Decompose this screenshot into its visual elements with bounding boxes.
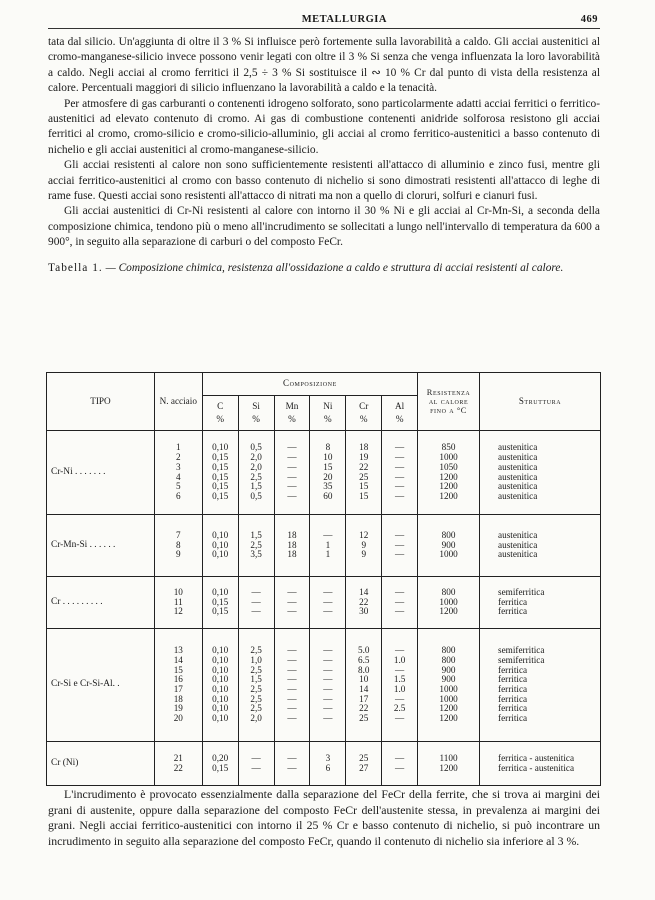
cell-value: 800	[441, 654, 456, 665]
cell-value: 0,5	[250, 442, 262, 453]
cell-value: 0,10	[212, 703, 229, 714]
header-struttura: Struttura	[480, 373, 601, 431]
cell-value: 6.5	[358, 654, 370, 665]
cell-value: —	[287, 752, 297, 763]
cell-value: 0,5	[250, 490, 262, 501]
cell-value: 15	[359, 490, 369, 501]
table-group-row	[47, 515, 601, 577]
cell-value: 8	[176, 539, 181, 550]
composition-table	[46, 372, 601, 786]
cell-value: 0,10	[212, 549, 229, 560]
cell-value: 12	[359, 529, 369, 540]
group-col-res	[418, 515, 480, 577]
group-col-al	[382, 577, 418, 629]
cell-value: ferritica - austenitica	[498, 762, 575, 773]
cell-value: ferritica	[498, 664, 528, 675]
cell-value: 1	[325, 539, 331, 550]
cell-value: 2,5	[250, 539, 262, 550]
cell-value: 0,10	[212, 684, 229, 694]
running-header	[48, 14, 600, 29]
cell-value: 0,15	[212, 471, 229, 482]
table-caption-text: — Composizione chimica, resistenza all'ossidazione a caldo e struttura di acciai resistenti al calore.	[105, 261, 564, 274]
cell-value: 14	[173, 654, 183, 665]
group-col-si	[238, 431, 274, 515]
cell-value: austenitica	[498, 549, 538, 560]
group-col-mn	[274, 515, 310, 577]
cell-value: 800	[441, 586, 456, 597]
header-n-acciaio: N. acciaio	[154, 373, 202, 431]
cell-value: 1000	[439, 693, 458, 704]
group-col-si	[238, 629, 274, 742]
paragraph-5: L'incrudimento è provocato essenzialmente dalla separazione del FeCr della ferrite, che si trova ai margini dei grani di austenite, oppure dalla separazione del composto FeCr dell'austenite stessa, in prevalenza ai margini dei grani. Negli acciai ferritico-austenitici con intorno il 25 % Cr e basso contenuto di nichelio, si può incontrare un incrudimento in seguito alla separazione del composto FeCr, quando il contenuto di nichelio sia inferiore al 3 %.	[48, 787, 600, 848]
cell-value: 1	[325, 549, 331, 560]
cell-value: —	[251, 762, 261, 773]
group-col-c	[202, 629, 238, 742]
bottom-section	[48, 787, 600, 849]
cell-value: 1200	[439, 762, 458, 773]
cell-value: —	[251, 586, 261, 597]
cell-value: —	[395, 442, 405, 453]
group-col-res	[418, 629, 480, 742]
cell-value: —	[323, 586, 333, 597]
cell-value: 0,10	[212, 645, 229, 656]
cell-value: 0,10	[212, 674, 229, 685]
cell-value: —	[395, 762, 405, 773]
group-col-ni	[310, 577, 346, 629]
cell-value: 14	[359, 586, 369, 597]
cell-value: —	[251, 606, 261, 617]
cell-value: 35	[323, 481, 333, 492]
cell-value: 0,20	[212, 752, 229, 763]
cell-value: 7	[176, 529, 181, 540]
cell-value: —	[395, 645, 405, 656]
cell-value: 22	[359, 596, 369, 607]
cell-value: 2,0	[250, 713, 262, 724]
cell-value: austenitica	[498, 529, 538, 540]
cell-value: 0,15	[212, 596, 229, 607]
table-group-row	[47, 577, 601, 629]
cell-value: 2,5	[250, 471, 262, 482]
page	[48, 14, 600, 276]
group-col-ni	[310, 742, 346, 786]
cell-value: semiferritica	[498, 645, 545, 656]
table-caption	[48, 261, 600, 276]
cell-value: 0,10	[212, 654, 229, 665]
cell-value: 15	[359, 481, 369, 492]
table-group-row	[47, 629, 601, 742]
cell-value: 17	[359, 693, 369, 704]
cell-value: 1,5	[250, 529, 262, 540]
cell-value: —	[287, 684, 297, 694]
cell-value: —	[287, 654, 297, 665]
group-col-c	[202, 431, 238, 515]
cell-value: —	[287, 452, 297, 463]
cell-value: 1.5	[393, 674, 406, 685]
cell-value: 0,10	[212, 693, 229, 704]
cell-value: —	[323, 703, 333, 714]
paragraph-1: tata dal silicio. Un'aggiunta di oltre il 3 % Si influisce però fortemente sulla lavorabilità a caldo. Gli acciai austenitici al cromo-manganese-silicio invece possono venir legati con oltre il 3 % Si senza che venga influenzata la loro lavorabilità a caldo. Negli acciai al cromo ferritici il 2,5 ÷ 3 % Si sostituisce il ∾ 10 % Cr dal punto di vista della resistenza al calore. Percentuali maggiori di silicio influenzano la lavorabilità a caldo e la tenacità.	[48, 36, 600, 95]
cell-value: 1200	[439, 606, 458, 617]
group-col-cr	[346, 431, 382, 515]
header-resistenza: Resistenza al calore fino a °C	[418, 373, 480, 431]
cell-value: 5.0	[358, 645, 370, 656]
cell-value: 60	[323, 490, 333, 501]
cell-value: 0,10	[212, 539, 229, 550]
cell-value: —	[287, 762, 297, 773]
group-col-ni	[310, 515, 346, 577]
cell-value: austenitica	[498, 490, 538, 501]
cell-value: ferritica	[498, 606, 528, 617]
cell-value: 900	[441, 664, 456, 675]
cell-value: ferritica - austenitica	[498, 752, 575, 763]
cell-value: 22	[173, 762, 183, 773]
cell-value: 0,15	[212, 481, 229, 492]
cell-value: 14	[359, 684, 369, 694]
cell-value: 6	[176, 490, 181, 501]
table-caption-label: Tabella 1.	[48, 261, 103, 274]
cell-value: 9	[176, 549, 181, 560]
cell-value: —	[395, 693, 405, 704]
cell-value: 0,10	[212, 586, 229, 597]
group-col-al	[382, 431, 418, 515]
cell-value: —	[287, 481, 297, 492]
paragraph-2: Per atmosfere di gas carburanti o contenenti idrogeno solforato, sono particolarmente adatti acciai ferritici o ferritico-austenitici ad elevato contenuto di cromo. Ai gas di combustione contenenti anidride solforosa resistono gli acciai ferritici al cromo, cromo-silicio e cromo-silicio-alluminio, gli acciai al cromo ferritico-austenitici a basso contenuto di nichelio e gli acciai austenitici al cromo-manganese-silicio.	[48, 97, 600, 156]
cell-value: 2,0	[250, 452, 262, 463]
cell-value: —	[287, 596, 297, 607]
cell-value: —	[395, 549, 405, 560]
group-name: Cr (Ni)	[47, 742, 155, 786]
cell-value: —	[323, 664, 333, 675]
cell-value: 21	[173, 752, 183, 763]
cell-value: 20	[323, 471, 333, 482]
cell-value: —	[287, 664, 297, 675]
group-name: Cr-Si e Cr-Si-Al. .	[47, 629, 155, 742]
cell-value: 0,15	[212, 452, 229, 463]
cell-value: 10	[323, 452, 333, 463]
cell-value: 11	[173, 596, 183, 607]
cell-value: 15	[323, 461, 333, 472]
page-number: 469	[580, 14, 598, 25]
group-col-mn	[274, 629, 310, 742]
cell-value: 800	[441, 529, 456, 540]
cell-value: 25	[359, 471, 369, 482]
group-col-si	[238, 515, 274, 577]
cell-value: 25	[359, 752, 369, 763]
cell-value: —	[287, 461, 297, 472]
cell-value: 12	[173, 606, 183, 617]
cell-value: —	[395, 664, 405, 675]
cell-value: 900	[441, 539, 456, 550]
cell-value: —	[287, 586, 297, 597]
cell-value: —	[287, 713, 297, 724]
group-col-res	[418, 742, 480, 786]
cell-value: —	[323, 645, 333, 656]
group-col-mn	[274, 431, 310, 515]
paragraph-4: Gli acciai austenitici di Cr-Ni resistenti al calore con intorno il 30 % Ni e gli acciai al Cr-Mn-Si, a seconda della composizione chimica, tendono più o meno all'incrudimento se sollecitati a lungo nell'intervallo di temperatura da 600 a 900°, in seguito alla separazione di carburi o del composto FeCr.	[48, 205, 600, 249]
cell-value: 1050	[439, 461, 458, 472]
cell-value: 18	[287, 549, 297, 560]
cell-value: ferritica	[498, 684, 528, 694]
cell-value: —	[395, 471, 405, 482]
cell-value: —	[287, 606, 297, 617]
group-col-mn	[274, 742, 310, 786]
cell-value: 3	[176, 461, 181, 472]
group-col-n	[154, 742, 202, 786]
cell-value: 2	[176, 452, 181, 463]
header-composizione: Composizione	[202, 373, 417, 396]
cell-value: —	[395, 713, 405, 724]
cell-value: ferritica	[498, 674, 528, 685]
cell-value: —	[395, 490, 405, 501]
group-col-res	[418, 577, 480, 629]
table-group-row	[47, 431, 601, 515]
cell-value: —	[323, 684, 333, 694]
cell-value: 19	[173, 703, 183, 714]
cell-value: 9	[361, 539, 367, 550]
cell-value: 8.0	[358, 664, 370, 675]
cell-value: austenitica	[498, 481, 538, 492]
cell-value: 1000	[439, 452, 458, 463]
cell-value: austenitica	[498, 471, 538, 482]
cell-value: —	[251, 596, 261, 607]
cell-value: 1200	[439, 703, 458, 714]
cell-value: 18	[287, 529, 297, 540]
group-col-c	[202, 515, 238, 577]
cell-value: —	[287, 703, 297, 714]
cell-value: 8	[325, 442, 331, 453]
group-col-cr	[346, 629, 382, 742]
cell-value: 1000	[439, 684, 458, 694]
cell-value: 2,5	[250, 684, 262, 694]
group-col-n	[154, 577, 202, 629]
group-col-al	[382, 515, 418, 577]
group-col-cr	[346, 577, 382, 629]
group-col-str	[480, 742, 601, 786]
cell-value: 1200	[439, 481, 458, 492]
cell-value: ferritica	[498, 713, 528, 724]
cell-value: —	[287, 490, 297, 501]
cell-value: 2,0	[250, 461, 262, 472]
cell-value: 30	[359, 606, 369, 617]
cell-value: 1.0	[393, 684, 406, 694]
cell-value: —	[323, 674, 333, 685]
cell-value: 2,5	[250, 664, 262, 675]
cell-value: —	[287, 645, 297, 656]
cell-value: —	[395, 606, 405, 617]
group-col-si	[238, 742, 274, 786]
group-col-str	[480, 431, 601, 515]
group-col-n	[154, 629, 202, 742]
cell-value: 19	[359, 452, 369, 463]
cell-value: —	[287, 442, 297, 453]
cell-value: —	[395, 596, 405, 607]
cell-value: —	[395, 452, 405, 463]
cell-value: semiferritica	[498, 586, 545, 597]
group-col-ni	[310, 629, 346, 742]
cell-value: ferritica	[498, 693, 528, 704]
cell-value: 10	[359, 674, 369, 685]
cell-value: 900	[441, 674, 456, 685]
group-name: Cr-Ni . . . . . . .	[47, 431, 155, 515]
cell-value: 0,15	[212, 606, 229, 617]
group-name: Cr-Mn-Si . . . . . .	[47, 515, 155, 577]
cell-value: austenitica	[498, 461, 538, 472]
cell-value: ferritica	[498, 596, 528, 607]
cell-value: 17	[173, 684, 183, 694]
header-element-mn: Mn %	[274, 396, 310, 431]
group-col-mn	[274, 577, 310, 629]
cell-value: 2,5	[250, 693, 262, 704]
group-col-cr	[346, 515, 382, 577]
cell-value: 0,15	[212, 762, 229, 773]
group-col-cr	[346, 742, 382, 786]
header-element-ni: Ni %	[310, 396, 346, 431]
cell-value: 1000	[439, 596, 458, 607]
group-col-str	[480, 577, 601, 629]
group-col-ni	[310, 431, 346, 515]
cell-value: 0,10	[212, 713, 229, 724]
cell-value: 2,5	[250, 703, 262, 714]
group-col-c	[202, 577, 238, 629]
cell-value: 25	[359, 713, 369, 724]
cell-value: semiferritica	[498, 654, 545, 665]
cell-value: 22	[359, 461, 369, 472]
cell-value: 15	[173, 664, 183, 675]
cell-value: —	[395, 481, 405, 492]
cell-value: austenitica	[498, 442, 538, 453]
cell-value: —	[323, 606, 333, 617]
header-element-cr: Cr %	[346, 396, 382, 431]
header-tipo: TIPO	[47, 373, 155, 431]
cell-value: —	[323, 713, 333, 724]
cell-value: 1.0	[393, 654, 406, 665]
group-col-al	[382, 629, 418, 742]
cell-value: —	[287, 674, 297, 685]
cell-value: 1,5	[250, 674, 262, 685]
cell-value: 2,5	[250, 645, 262, 656]
cell-value: 1,5	[250, 481, 262, 492]
cell-value: 2.5	[393, 703, 406, 714]
cell-value: —	[287, 693, 297, 704]
table-group-row	[47, 742, 601, 786]
cell-value: 1200	[439, 490, 458, 501]
cell-value: 22	[359, 703, 369, 714]
cell-value: —	[395, 752, 405, 763]
cell-value: 18	[287, 539, 297, 550]
cell-value: 800	[441, 645, 456, 656]
cell-value: 0,10	[212, 529, 229, 540]
cell-value: 0,15	[212, 461, 229, 472]
cell-value: austenitica	[498, 539, 538, 550]
header-element-c: C %	[202, 396, 238, 431]
cell-value: 1	[176, 442, 181, 453]
group-col-al	[382, 742, 418, 786]
group-col-c	[202, 742, 238, 786]
cell-value: 1200	[439, 471, 458, 482]
cell-value: 850	[441, 442, 456, 453]
cell-value: ferritica	[498, 703, 528, 714]
cell-value: 9	[361, 549, 367, 560]
cell-value: —	[395, 461, 405, 472]
cell-value: —	[287, 471, 297, 482]
cell-value: 1,0	[250, 654, 262, 665]
cell-value: 1000	[439, 549, 458, 560]
cell-value: 6	[325, 762, 331, 773]
cell-value: —	[395, 586, 405, 597]
cell-value: —	[395, 539, 405, 550]
cell-value: 18	[359, 442, 369, 453]
cell-value: —	[323, 529, 333, 540]
cell-value: 1200	[439, 713, 458, 724]
cell-value: 18	[173, 693, 183, 704]
cell-value: 5	[176, 481, 181, 492]
cell-value: —	[323, 596, 333, 607]
group-col-str	[480, 515, 601, 577]
cell-value: austenitica	[498, 452, 538, 463]
cell-value: 3,5	[250, 549, 262, 560]
cell-value: —	[323, 693, 333, 704]
group-col-str	[480, 629, 601, 742]
group-col-res	[418, 431, 480, 515]
cell-value: 10	[173, 586, 183, 597]
cell-value: 0,15	[212, 490, 229, 501]
group-col-si	[238, 577, 274, 629]
cell-value: 0,10	[212, 664, 229, 675]
cell-value: 4	[176, 471, 181, 482]
cell-value: 20	[173, 713, 183, 724]
cell-value: 0,10	[212, 442, 229, 453]
cell-value: 13	[173, 645, 183, 656]
group-col-n	[154, 515, 202, 577]
cell-value: 1100	[439, 752, 458, 763]
header-element-al: Al %	[382, 396, 418, 431]
cell-value: —	[395, 529, 405, 540]
cell-value: 27	[359, 762, 369, 773]
cell-value: —	[251, 752, 261, 763]
header-element-si: Si %	[238, 396, 274, 431]
cell-value: —	[323, 654, 333, 665]
running-title: METALLURGIA	[301, 14, 387, 25]
group-name: Cr . . . . . . . . .	[47, 577, 155, 629]
group-col-n	[154, 431, 202, 515]
cell-value: 16	[173, 674, 183, 685]
paragraph-3: Gli acciai resistenti al calore non sono sufficientemente resistenti all'attacco di alluminio e zinco fusi, mentre gli acciai ferritico-austenitici al cromo con basso contenuto di nichelio si sono dimostrati resistenti all'attacco di leghe di rame fuse. Questi acciai sono resistenti all'attacco di nitrati ma non a quello di cloruri, solfuri e cianuri fusi.	[48, 159, 600, 203]
cell-value: 3	[325, 752, 331, 763]
